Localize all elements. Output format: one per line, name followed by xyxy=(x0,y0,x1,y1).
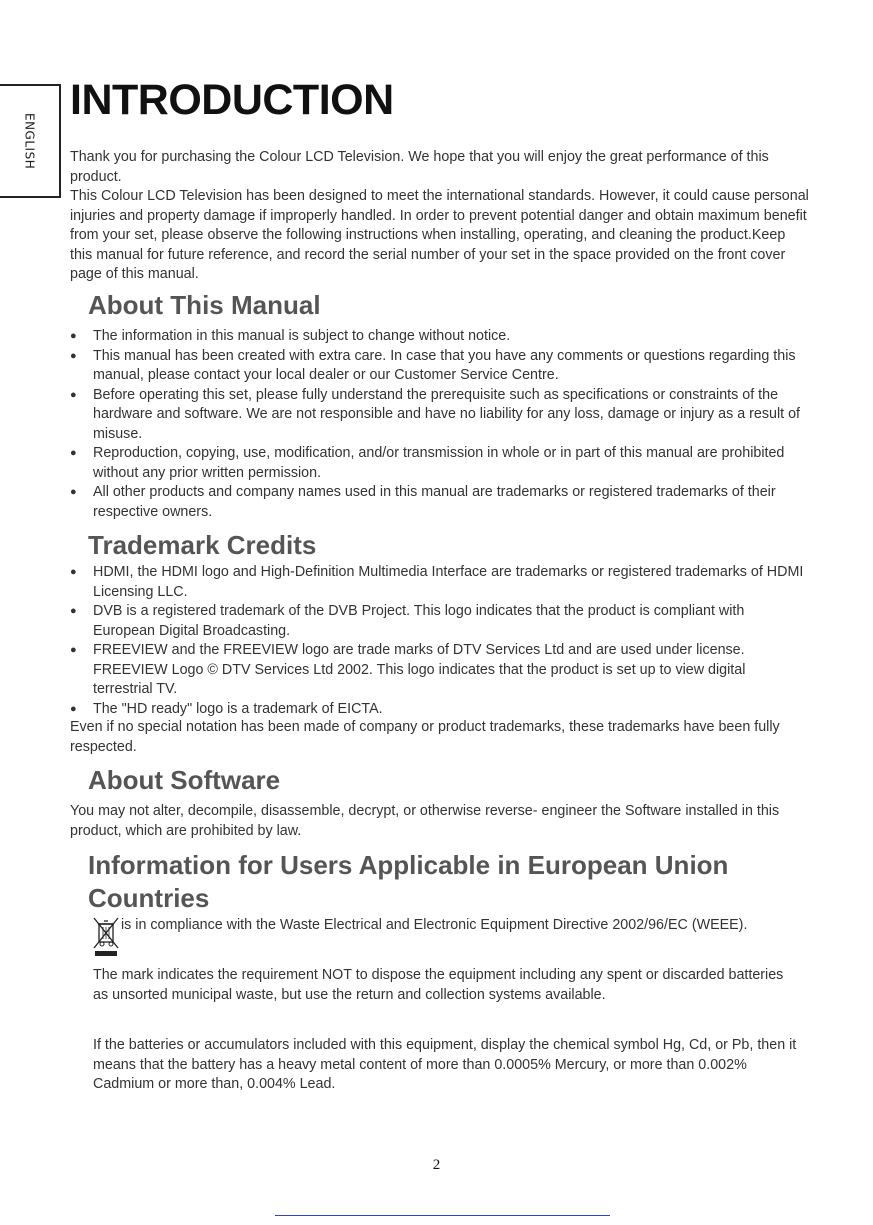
weee-text: is in compliance with the Waste Electrical and Electronic Equipment Directive 2002/96/EC (WEEE). xyxy=(121,917,748,933)
language-side-tab xyxy=(0,84,61,198)
trademark-heading: Trademark Credits xyxy=(88,530,317,560)
software-text: You may not alter, decompile, disassemble, decrypt, or otherwise reverse- engineer the Software installed in this product, which are prohibited by law. xyxy=(70,803,780,839)
list-item: ● The information in this manual is subject to change without notice. xyxy=(70,327,805,347)
weee-crossed-bin-icon xyxy=(93,916,119,958)
list-item: ● The "HD ready" logo is a trademark of EICTA. xyxy=(70,700,805,720)
intro-paragraph-2: This Colour LCD Television has been designed to meet the international standards. However, it could cause personal injuries and property damage if improperly handled. In order to prevent potential danger and obtain maximum benefit from your set, please observe the following instructions when installing, operating, and cleaning the product.Keep this manual for future reference, and record the serial number of your set in the space provided on the front cover page of this manual. xyxy=(70,188,809,282)
weee-statement xyxy=(93,916,793,936)
intro-paragraph-1: Thank you for purchasing the Colour LCD Television. We hope that you will enjoy the great performance of this product. xyxy=(70,149,769,185)
about-manual-heading: About This Manual xyxy=(88,290,321,320)
trademark-note: Even if no special notation has been made of company or product trademarks, these trademarks have been fully respected. xyxy=(70,719,780,755)
eu-heading-line-1: Information for Users Applicable in European Union xyxy=(88,850,729,880)
footer-rule xyxy=(275,1215,610,1216)
eu-paragraph-2: If the batteries or accumulators included with this equipment, display the chemical symbol Hg, Cd, or Pb, then it means that the battery has a heavy metal content of more than 0.0005% Mercury, or more than 0.002% Cadmium or more than, 0.004% Lead. xyxy=(93,1037,797,1092)
about-manual-list xyxy=(70,327,805,522)
list-item: ● DVB is a registered trademark of the DVB Project. This logo indicates that the product is compliant with European Digital Broadcasting. xyxy=(70,602,805,641)
list-item: ● This manual has been created with extra care. In case that you have any comments or questions regarding this manual, please contact your local dealer or our Customer Service Centre. xyxy=(70,347,805,386)
language-label: ENGLISH xyxy=(22,112,37,170)
page-number: 2 xyxy=(432,1157,441,1173)
list-item: ● FREEVIEW and the FREEVIEW logo are trade marks of DTV Services Ltd and are used under license. FREEVIEW Logo © DTV Services Ltd 2002. This logo indicates that the product is set up to view digital terrestrial TV. xyxy=(70,641,805,700)
list-item: ● Before operating this set, please fully understand the prerequisite such as specifications or constraints of the hardware and software. We are not responsible and have no liability for any loss, damage or injury as a result of misuse. xyxy=(70,386,805,445)
list-item: ● HDMI, the HDMI logo and High-Definition Multimedia Interface are trademarks or registered trademarks of HDMI Licensing LLC. xyxy=(70,563,805,602)
software-heading: About Software xyxy=(88,765,281,795)
list-item: ● Reproduction, copying, use, modification, and/or transmission in whole or in part of this manual are prohibited without any prior written permission. xyxy=(70,444,805,483)
list-item: ● All other products and company names used in this manual are trademarks or registered trademarks of their respective owners. xyxy=(70,483,805,522)
trademark-list xyxy=(70,563,805,719)
eu-paragraph-1: The mark indicates the requirement NOT to dispose the equipment including any spent or discarded batteries as unsorted municipal waste, but use the return and collection systems available. xyxy=(93,967,784,1003)
eu-info-heading xyxy=(88,849,728,915)
intro-section xyxy=(70,148,810,285)
page-title: INTRODUCTION xyxy=(70,76,394,124)
eu-heading-line-2: Countries xyxy=(88,883,210,913)
